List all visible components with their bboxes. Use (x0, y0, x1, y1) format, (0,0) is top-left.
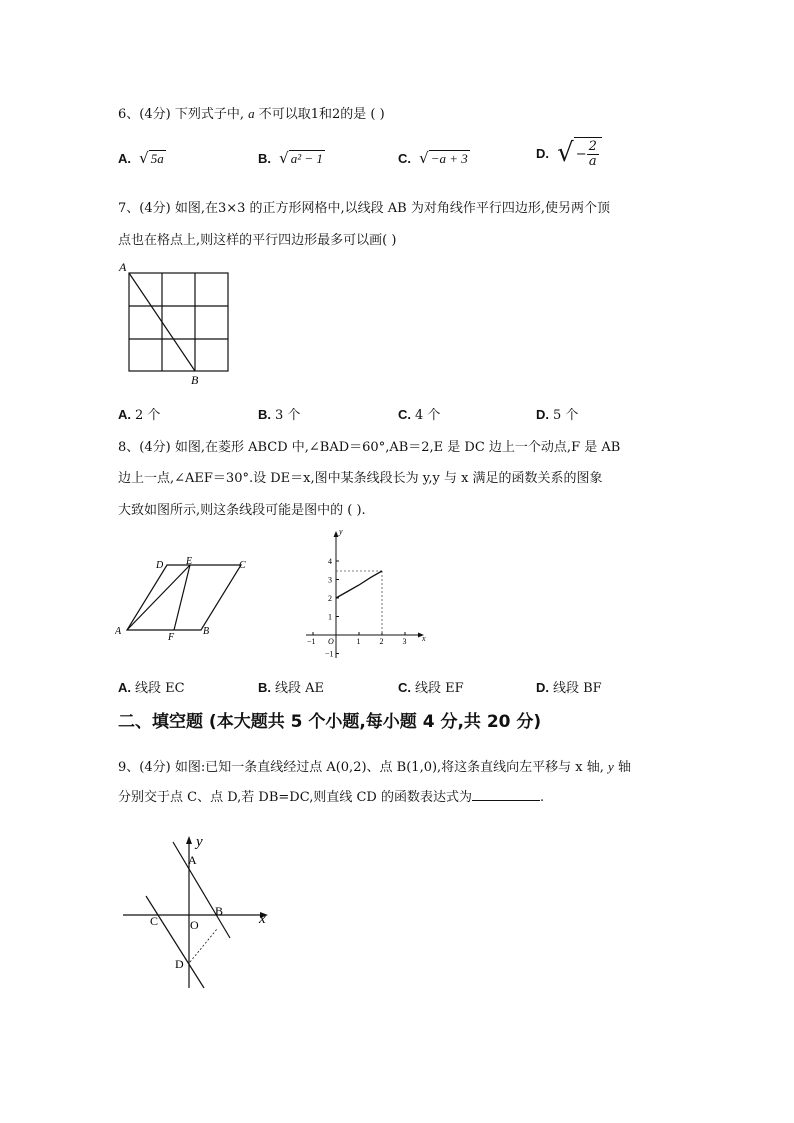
q8-option-b[interactable] (258, 677, 324, 696)
x-axis-label: x (259, 911, 266, 927)
label-e: E (186, 556, 193, 567)
y-tick-label: 1 (328, 612, 332, 622)
line-cd (146, 896, 204, 988)
label-b: B (203, 626, 210, 637)
q7-option-b-label: B. (258, 407, 271, 422)
grid-border (129, 273, 228, 371)
x-axis-label: x (422, 634, 426, 643)
rhombus-abcd (127, 565, 241, 630)
q7-line2: 点也在格点上,则这样的平行四边形最多可以画( ) (118, 233, 397, 248)
point-c-label: C (150, 914, 159, 928)
q7-grid-figure (115, 258, 240, 390)
q7-line1: 7、(4分) 如图,在3×3 的正方形网格中,以线段 AB 为对角线作平行四边形,使另两个顶 (118, 201, 610, 216)
q8-option-c-label: C. (398, 680, 411, 695)
q8-option-a-label: A. (118, 680, 131, 695)
q8-option-c-text: 线段 EF (415, 681, 464, 696)
q8-function-graph (303, 525, 433, 663)
y-axis-label: y (196, 834, 203, 850)
segment-ae (127, 565, 190, 630)
q8-line1: 8、(4分) 如图,在菱形 ABCD 中,∠BAD＝60°,AB＝2,E 是 DC 边上一个动点,F 是 AB (118, 440, 621, 455)
q7-option-c-text: 4 个 (415, 408, 441, 423)
q9-line1-var: y (608, 759, 614, 774)
q7-option-b[interactable] (258, 404, 300, 423)
section-title: 二、填空题 (本大题共 5 个小题,每小题 4 分,共 20 分) (118, 712, 542, 732)
q6-option-d-radicand (574, 137, 602, 169)
q7-option-a[interactable] (118, 404, 160, 423)
q8-option-b-label: B. (258, 680, 271, 695)
y-tick-label: 4 (328, 557, 332, 566)
q6-option-c[interactable] (398, 149, 470, 167)
q6-option-d-num: 2 (588, 139, 597, 154)
sqrt-icon: √ (279, 149, 289, 167)
q6-option-d-fraction (587, 140, 599, 169)
y-axis-label: y (339, 527, 343, 536)
q6-option-c-radicand: −a + 3 (430, 151, 468, 166)
line-ab (173, 842, 230, 938)
y-axis-arrow-icon (186, 836, 192, 844)
q6-option-b-radicand: a² − 1 (290, 151, 323, 166)
q6-stem-prefix: 6、(4分) 下列式子中, (118, 107, 244, 122)
y-tick-label: −1 (325, 649, 334, 659)
q6-var: a (248, 106, 255, 121)
q7-option-d-text: 5 个 (553, 408, 579, 423)
label-a: A (115, 626, 122, 637)
q8-option-d[interactable] (536, 677, 602, 696)
segment-ef (174, 565, 190, 630)
q8-option-a-text: 线段 EC (135, 681, 185, 696)
point-b-label: B (215, 904, 224, 918)
sqrt-icon: √ (419, 149, 429, 167)
q9-line1-suffix: 轴 (617, 760, 631, 775)
answer-blank[interactable] (472, 788, 540, 801)
x-tick-label: 3 (402, 637, 407, 646)
q8-option-c[interactable] (398, 677, 464, 696)
q6-option-a-label: A. (118, 151, 131, 166)
q7-option-c-label: C. (398, 407, 411, 422)
q6-option-d-label: D. (536, 145, 549, 161)
q7-option-a-label: A. (118, 407, 131, 422)
x-tick-label: 1 (356, 637, 361, 646)
dashed-db (190, 929, 217, 962)
q8-rhombus-figure (115, 554, 255, 644)
q8-option-b-text: 线段 AE (275, 681, 325, 696)
function-curve (336, 571, 382, 598)
q6-stem (118, 103, 385, 122)
point-a-label: A (188, 853, 197, 867)
origin-label: O (190, 918, 199, 932)
q8-line2: 边上一点,∠AEF＝30°.设 DE＝x,图中某条线段长为 y,y 与 x 满足的函数关系的图象 (118, 471, 603, 486)
origin-label: O (328, 637, 334, 646)
q6-option-d[interactable] (536, 137, 602, 169)
q9-line2 (118, 786, 544, 805)
q6-option-b-label: B. (258, 151, 271, 166)
sqrt-icon: √ (139, 149, 149, 167)
label-f: F (168, 632, 175, 643)
label-d: D (156, 560, 164, 571)
q6-option-a-radicand: 5a (150, 151, 164, 166)
sqrt-icon: √ (557, 138, 574, 168)
point-d-label: D (175, 957, 184, 971)
q6-option-c-label: C. (398, 151, 411, 166)
q7-option-b-text: 3 个 (275, 408, 301, 423)
q9-line1-prefix: 9、(4分) 如图:已知一条直线经过点 A(0,2)、点 B(1,0),将这条直线向左平移与 x 轴, (118, 760, 604, 775)
q6-option-d-den: a (588, 154, 597, 169)
q9-line2-text: 分别交于点 C、点 D,若 DB=DC,则直线 CD 的函数表达式为 (118, 790, 472, 805)
q6-stem-suffix: 不可以取1和2的是 ( ) (258, 107, 385, 122)
q7-option-a-text: 2 个 (135, 408, 161, 423)
point-b-label: B (191, 373, 199, 387)
x-tick-label: 2 (379, 637, 384, 646)
q8-option-a[interactable] (118, 677, 185, 696)
q9-figure (118, 830, 278, 992)
q8-option-d-text: 线段 BF (553, 681, 602, 696)
y-tick-label: 3 (328, 575, 332, 585)
q7-option-d-label: D. (536, 407, 549, 422)
q6-option-d-sign: − (575, 147, 587, 162)
y-tick-label: 2 (328, 594, 332, 603)
q8-line3: 大致如图所示,则这条线段可能是图中的 ( ). (118, 503, 366, 518)
point-a-label: A (119, 260, 127, 274)
q8-option-d-label: D. (536, 680, 549, 695)
q6-option-b[interactable] (258, 149, 325, 167)
q9-line2-end: . (539, 790, 545, 805)
q6-option-a[interactable] (118, 149, 166, 167)
y-axis-arrow-icon (334, 531, 339, 537)
q7-option-d[interactable] (536, 404, 578, 423)
x-tick-label: −1 (307, 637, 316, 646)
q9-line1 (118, 756, 631, 775)
label-c: C (239, 560, 246, 571)
q7-option-c[interactable] (398, 404, 440, 423)
